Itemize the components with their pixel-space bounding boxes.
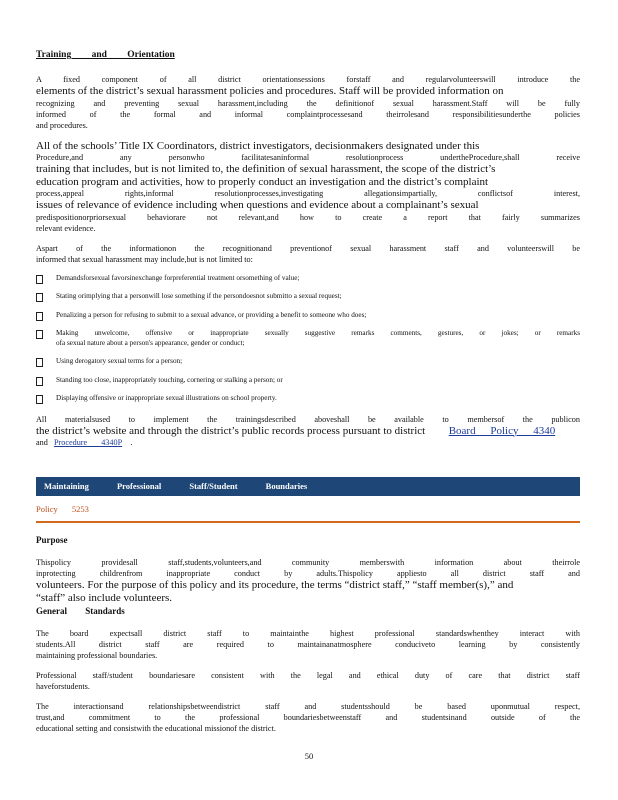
list-item [36, 376, 580, 386]
text-line: informed that sexual harassment may include,but is not limited to: [36, 254, 253, 264]
materials-line-1: All materialsused to implement the trainingsdescribed aboveshall be available to membersof the publicon [36, 414, 580, 424]
purpose-heading: Purpose [36, 535, 68, 545]
text-line: relevant evidence. [36, 223, 96, 233]
checkbox-glyph-icon [36, 312, 43, 321]
list-item-text: Stating orimplying that a personwill lose something if the persondoesnot submitto a sexual request; [56, 292, 342, 300]
text-line: Aspart of the informationon the recognitionand preventionof sexual harassment staff and volunteerswill be [36, 243, 580, 253]
checkbox-glyph-icon [36, 377, 43, 386]
checkbox-glyph-icon [36, 275, 43, 284]
text-line: educational setting and consistwith the educational missionof the district. [36, 724, 276, 733]
text-line: inprotecting childrenfrom inappropriate conduct by adults.Thispolicy appliesto all district staff and [36, 569, 580, 578]
text-line: issues of relevance of evidence including when questions and evidence about a complainant’s sexual [36, 199, 479, 211]
text-line: The board expectsall district staff to maintainthe highest professional standardswhenthey interact with [36, 629, 580, 638]
general-paragraph-2 [36, 670, 580, 692]
text-line: “staff” also include volunteers. [36, 591, 173, 604]
materials-line-3 [36, 437, 580, 448]
period-text: . [130, 438, 133, 447]
checkbox-glyph-icon [36, 293, 43, 302]
checkbox-glyph-icon [36, 358, 43, 367]
list-item [36, 394, 580, 404]
text-line: informed of the formal and informal complaintprocessesand theirrolesand responsibilitiesunderthe policies [36, 109, 580, 119]
list-item-text: Demandsforsexual favorsinexchange forpreferential treatment orsomething of value; [56, 273, 300, 282]
list-item-text: Penalizing a person for refusing to submit to a sexual advance, or providing a benefit to someone who does; [56, 310, 367, 319]
list-item-text: Displaying offensive or inappropriate sexual illustrations on school property. [56, 394, 277, 402]
training-paragraph-2 [36, 140, 580, 234]
harassment-examples-list [36, 274, 580, 404]
policy-body [36, 535, 580, 743]
and-text: and [36, 438, 48, 447]
policy-title-banner [36, 477, 580, 496]
materials-line-2 [36, 425, 580, 438]
text-line: predispositionorpriorsexual behaviorare not relevant,and how to create a report that fairly summarizes [36, 212, 580, 222]
text-line: The interactionsand relationshipsbetweendistrict staff and studentsshould be based uponmutual respect, [36, 702, 580, 711]
text-line: Procedure,and any personwho facilitatesaninformal resolutionprocess undertheProcedure,shall receive [36, 153, 580, 162]
text-line: process,appeal rights,informal resolutionprocesses,investigating allegationsimpartially, conflictsof interest, [36, 189, 580, 198]
training-paragraph-3 [36, 243, 580, 265]
text-line: All of the schools’ Title IX Coordinators, district investigators, decisionmakers designated under this [36, 139, 480, 152]
text-line: maintaining professional boundaries. [36, 651, 158, 660]
checkbox-glyph-icon [36, 330, 43, 339]
general-standards-heading: General Standards [36, 606, 125, 616]
purpose-paragraph [36, 557, 580, 604]
checkbox-glyph-icon [36, 395, 43, 404]
list-item-text: Using derogatory sexual terms for a person; [56, 357, 183, 365]
text-line: students.All district staff are required to maintainanatmosphere conduciveto learning by consistently [36, 640, 580, 649]
page-number: 50 [304, 751, 314, 761]
list-item-text: Standing too close, inappropriately touching, cornering or stalking a person; or [56, 375, 283, 384]
text-line: elements of the district’s sexual harassment policies and procedures. Staff will be provided information on [36, 85, 504, 97]
list-item [36, 292, 580, 302]
procedure-4340p-link[interactable]: Procedure 4340P [53, 438, 123, 447]
training-paragraph-4 [36, 414, 580, 449]
general-paragraph-3 [36, 701, 580, 734]
text-line: education program and activities, how to properly conduct an investigation and the district’s complaint [36, 175, 489, 188]
text-line: recognizing and preventing sexual harassment,including the definitionof sexual harassment.Staff will be fully [36, 98, 580, 108]
training-paragraph-1 [36, 74, 580, 131]
board-policy-4340-link[interactable]: Board Policy 4340 [448, 424, 556, 437]
list-item [36, 311, 580, 321]
text-line: Thispolicy providesall staff,students,volunteers,and community memberswith information about theirrole [36, 558, 580, 567]
list-item [36, 274, 580, 284]
policy-number-label [36, 504, 580, 523]
text-line: Professional staff/student boundariesare consistent with the legal and ethical duty of care that district staff [36, 671, 580, 680]
text-line: training that includes, but is not limited to, the definition of sexual harassment, the scope of the district’s [36, 163, 496, 175]
banner-title: Maintaining Professional Staff/Student Boundaries [44, 481, 308, 491]
text-line: volunteers. For the purpose of this policy and its procedure, the terms “district staff,” “staff member(s),” and [36, 579, 514, 591]
list-item-text: ofa sexual nature about a person's appearance, gender or conduct; [56, 338, 245, 347]
training-section [36, 50, 580, 457]
materials-line-2-text: the district’s website and through the district’s public records process pursuant to district [36, 424, 426, 437]
list-item [36, 357, 580, 367]
text-line: and procedures. [36, 120, 88, 130]
list-item [36, 329, 580, 348]
list-item-text: Making unwelcome, offensive or inappropriate sexually suggestive remarks comments, gestures, or jokes; or remarks [56, 329, 580, 337]
training-heading: Training and Orientation [36, 50, 175, 60]
text-line: haveforstudents. [36, 682, 90, 691]
policy-number-text: Policy 5253 [36, 504, 89, 514]
text-line: A fixed component of all district orientationsessions forstaff and regularvolunteerswill introduce the [36, 75, 580, 84]
general-paragraph-1 [36, 628, 580, 661]
text-line: trust,and commitment to the professional boundariesbetweenstaff and studentsinand outside of the [36, 713, 580, 722]
